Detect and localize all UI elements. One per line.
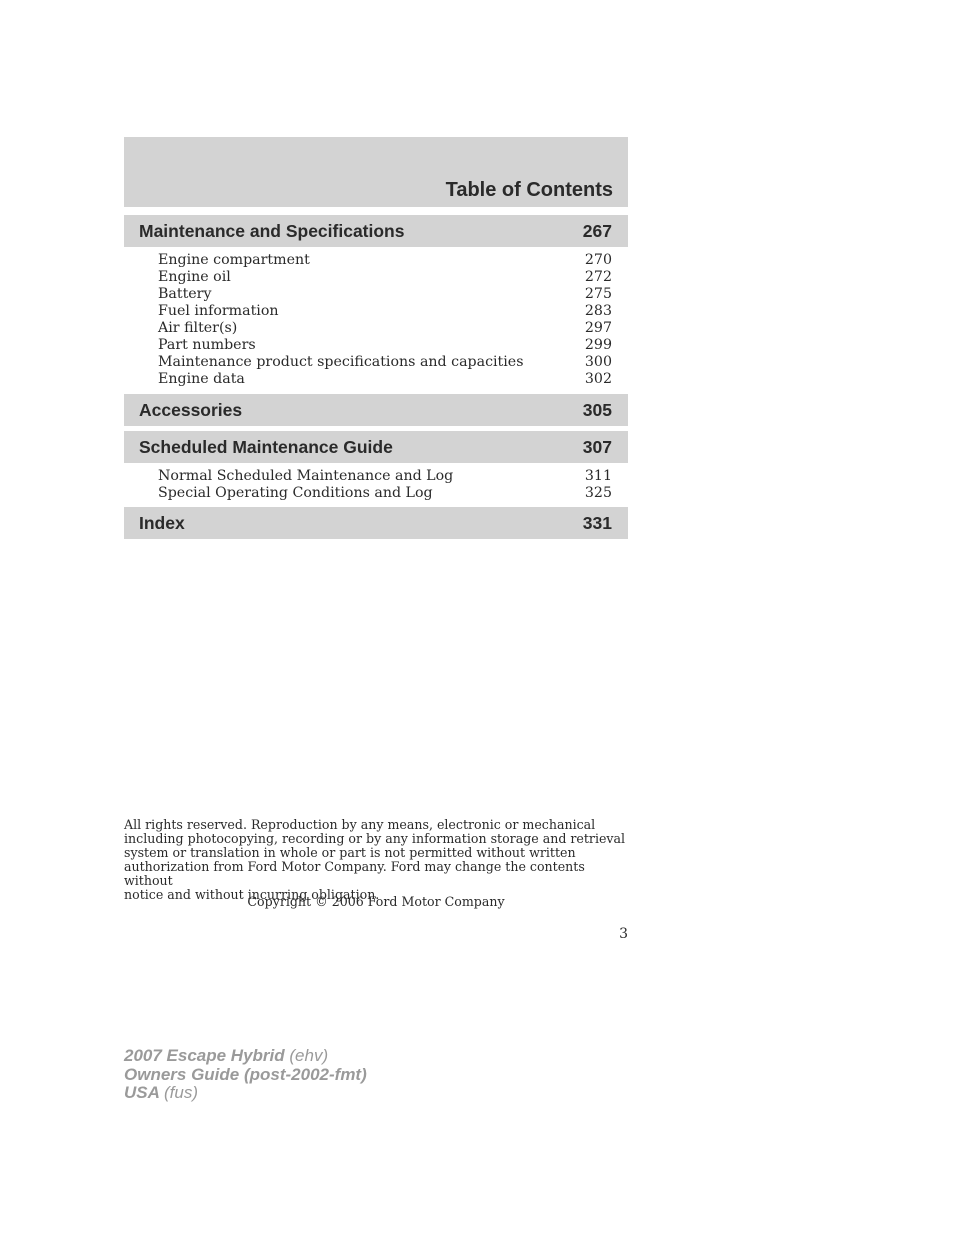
entry-label: Maintenance product specifications and capacities xyxy=(158,354,524,370)
footer-market: USA xyxy=(124,1083,160,1102)
entry-page: 300 xyxy=(584,354,612,370)
toc-entry[interactable] xyxy=(124,286,628,303)
toc-entry[interactable] xyxy=(124,371,628,388)
section-title: Index xyxy=(139,512,185,533)
entry-label: Fuel information xyxy=(158,303,279,319)
entry-label: Air filter(s) xyxy=(158,320,238,336)
toc-entry[interactable] xyxy=(124,303,628,320)
toc-entry-list xyxy=(124,463,628,507)
legal-line: system or translation in whole or part is not permitted without written xyxy=(124,845,576,860)
page-number: 3 xyxy=(619,926,628,942)
toc-entry[interactable] xyxy=(124,468,628,485)
entry-page: 311 xyxy=(584,468,612,484)
toc-header xyxy=(124,137,628,207)
toc-title: Table of Contents xyxy=(445,179,613,201)
legal-line: authorization from Ford Motor Company. Ford may change the contents without xyxy=(124,859,585,888)
toc-entry[interactable] xyxy=(124,252,628,269)
copyright-notice: Copyright © 2006 Ford Motor Company xyxy=(247,894,505,909)
footer-model: 2007 Escape Hybrid xyxy=(124,1046,285,1065)
section-page: 307 xyxy=(582,436,612,457)
footer-line-model xyxy=(124,1047,367,1066)
entry-page: 299 xyxy=(584,337,612,353)
section-page: 305 xyxy=(582,399,612,420)
entry-label: Special Operating Conditions and Log xyxy=(158,485,433,501)
toc-section-maintenance[interactable] xyxy=(124,215,628,247)
entry-label: Normal Scheduled Maintenance and Log xyxy=(158,468,454,484)
toc-entry[interactable] xyxy=(124,354,628,371)
footer-line-market xyxy=(124,1084,367,1103)
toc-entry-list xyxy=(124,247,628,394)
entry-page: 272 xyxy=(584,269,612,285)
toc-section-index[interactable] xyxy=(124,507,628,539)
entry-page: 275 xyxy=(584,286,612,302)
section-title: Maintenance and Specifications xyxy=(139,220,405,241)
legal-line: notice and without incurring obligation. xyxy=(124,887,380,902)
footer-guide: Owners Guide (post-2002-fmt) xyxy=(124,1064,367,1084)
legal-notice xyxy=(124,818,634,902)
section-title: Scheduled Maintenance Guide xyxy=(139,436,393,457)
toc-entry[interactable] xyxy=(124,269,628,286)
entry-page: 283 xyxy=(584,303,612,319)
section-page: 331 xyxy=(582,512,612,533)
entry-page: 302 xyxy=(584,371,612,387)
toc-entry[interactable] xyxy=(124,337,628,354)
entry-label: Battery xyxy=(158,286,212,302)
entry-page: 325 xyxy=(584,485,612,501)
document-footer xyxy=(124,1047,367,1103)
section-page: 267 xyxy=(582,220,612,241)
entry-label: Engine compartment xyxy=(158,252,310,268)
toc-container xyxy=(124,137,628,539)
footer-model-code: (ehv) xyxy=(289,1046,329,1065)
toc-section-accessories[interactable] xyxy=(124,394,628,426)
entry-label: Engine oil xyxy=(158,269,231,285)
section-title: Accessories xyxy=(139,399,243,420)
toc-section-scheduled-maintenance[interactable] xyxy=(124,431,628,463)
legal-line: All rights reserved. Reproduction by any means, electronic or mechanical xyxy=(124,817,596,832)
entry-page: 297 xyxy=(584,320,612,336)
footer-line-guide xyxy=(124,1066,367,1085)
entry-label: Engine data xyxy=(158,371,245,387)
entry-label: Part numbers xyxy=(158,337,256,353)
legal-line: including photocopying, recording or by any information storage and retrieval xyxy=(124,831,626,846)
entry-page: 270 xyxy=(584,252,612,268)
toc-entry[interactable] xyxy=(124,485,628,502)
toc-entry[interactable] xyxy=(124,320,628,337)
footer-market-code: (fus) xyxy=(164,1083,198,1102)
